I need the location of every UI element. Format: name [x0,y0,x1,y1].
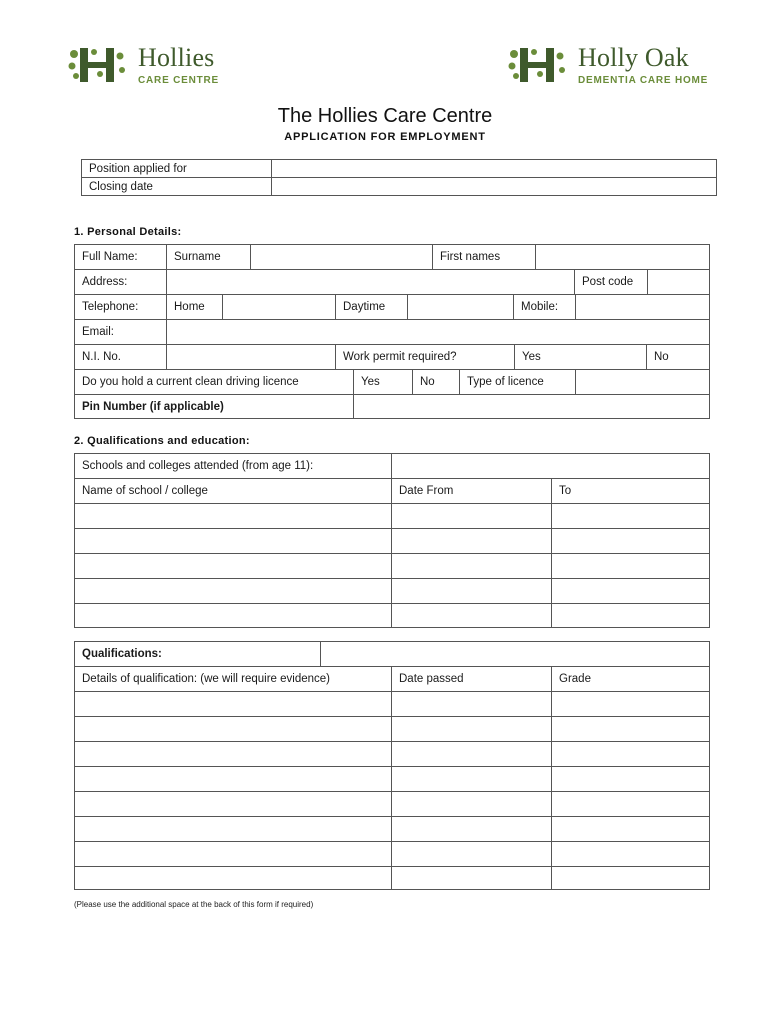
grade-field[interactable] [551,866,710,890]
daytime-label: Daytime [335,294,408,320]
closing-date-field[interactable] [271,177,717,196]
qualification-details-field[interactable] [74,766,392,792]
work-permit-label: Work permit required? [335,344,515,370]
date-from-field[interactable] [391,603,552,628]
telephone-label: Telephone: [74,294,167,320]
home-phone-field[interactable] [222,294,336,320]
pin-number-label: Pin Number (if applicable) [74,394,354,419]
position-applied-label: Position applied for [81,159,272,178]
home-label: Home [166,294,223,320]
qualification-details-header: Details of qualification: (we will require evidence) [74,666,392,692]
work-permit-no[interactable]: No [646,344,710,370]
date-from-field[interactable] [391,528,552,554]
surname-field[interactable] [250,244,433,270]
grade-field[interactable] [551,816,710,842]
school-name-header: Name of school / college [74,478,392,504]
position-applied-field[interactable] [271,159,717,178]
date-to-field[interactable] [551,528,710,554]
date-passed-field[interactable] [391,816,552,842]
date-to-field[interactable] [551,503,710,529]
date-from-field[interactable] [391,578,552,604]
hollies-logo [68,44,219,86]
date-from-field[interactable] [391,553,552,579]
full-name-label: Full Name: [74,244,167,270]
surname-label: Surname [166,244,251,270]
grade-field[interactable] [551,766,710,792]
grade-field[interactable] [551,691,710,717]
ni-no-field[interactable] [166,344,336,370]
schools-label: Schools and colleges attended (from age 11): [74,453,392,479]
personal-details-heading: 1. Personal Details: [74,226,182,238]
page-subtitle: APPLICATION FOR EMPLOYMENT [284,131,486,143]
school-name-field[interactable] [74,578,392,604]
hollies-logo-sub: CARE CENTRE [138,74,220,86]
qualification-details-field[interactable] [74,791,392,817]
address-label: Address: [74,269,167,295]
driving-licence-no[interactable]: No [412,369,460,395]
date-passed-field[interactable] [391,791,552,817]
date-passed-field[interactable] [391,741,552,767]
date-to-field[interactable] [551,553,710,579]
date-to-field[interactable] [551,603,710,628]
first-names-label: First names [432,244,536,270]
driving-licence-yes[interactable]: Yes [353,369,413,395]
date-to-header: To [551,478,710,504]
date-from-header: Date From [391,478,552,504]
school-name-field[interactable] [74,603,392,628]
date-passed-field[interactable] [391,691,552,717]
qualification-details-field[interactable] [74,741,392,767]
work-permit-yes[interactable]: Yes [514,344,647,370]
qualification-details-field[interactable] [74,816,392,842]
daytime-phone-field[interactable] [407,294,514,320]
closing-date-label: Closing date [81,177,272,196]
driving-licence-label: Do you hold a current clean driving licence [74,369,354,395]
school-name-field[interactable] [74,553,392,579]
page-title: The Hollies Care Centre [277,105,493,127]
date-passed-field[interactable] [391,841,552,867]
grade-field[interactable] [551,841,710,867]
date-passed-header: Date passed [391,666,552,692]
date-to-field[interactable] [551,578,710,604]
school-name-field[interactable] [74,503,392,529]
holly-oak-logo [508,44,708,86]
holly-oak-logo-name: Holly Oak [578,42,689,72]
type-of-licence-label: Type of licence [459,369,576,395]
qualifications-heading: Qualifications: [74,641,321,667]
grade-field[interactable] [551,741,710,767]
mobile-label: Mobile: [513,294,576,320]
type-of-licence-field[interactable] [575,369,710,395]
education-heading: 2. Qualifications and education: [74,435,250,447]
schools-field[interactable] [391,453,710,479]
date-passed-field[interactable] [391,716,552,742]
grade-field[interactable] [551,791,710,817]
post-code-field[interactable] [647,269,710,295]
email-label: Email: [74,319,167,345]
mobile-field[interactable] [575,294,710,320]
grade-header: Grade [551,666,710,692]
email-field[interactable] [166,319,710,345]
holly-oak-logo-sub: DEMENTIA CARE HOME [578,74,709,86]
qualifications-field[interactable] [320,641,710,667]
school-name-field[interactable] [74,528,392,554]
qualification-details-field[interactable] [74,841,392,867]
qualification-details-field[interactable] [74,716,392,742]
hollies-logo-name: Hollies [138,42,215,72]
date-passed-field[interactable] [391,866,552,890]
pin-number-field[interactable] [353,394,710,419]
date-from-field[interactable] [391,503,552,529]
address-field[interactable] [166,269,575,295]
first-names-field[interactable] [535,244,710,270]
date-passed-field[interactable] [391,766,552,792]
footer-note: (Please use the additional space at the back of this form if required) [74,900,314,909]
grade-field[interactable] [551,716,710,742]
qualification-details-field[interactable] [74,866,392,890]
holly-oak-h-leaf-icon [508,44,566,86]
hollies-h-leaf-icon [68,44,126,86]
ni-no-label: N.I. No. [74,344,167,370]
qualification-details-field[interactable] [74,691,392,717]
post-code-label: Post code [574,269,648,295]
